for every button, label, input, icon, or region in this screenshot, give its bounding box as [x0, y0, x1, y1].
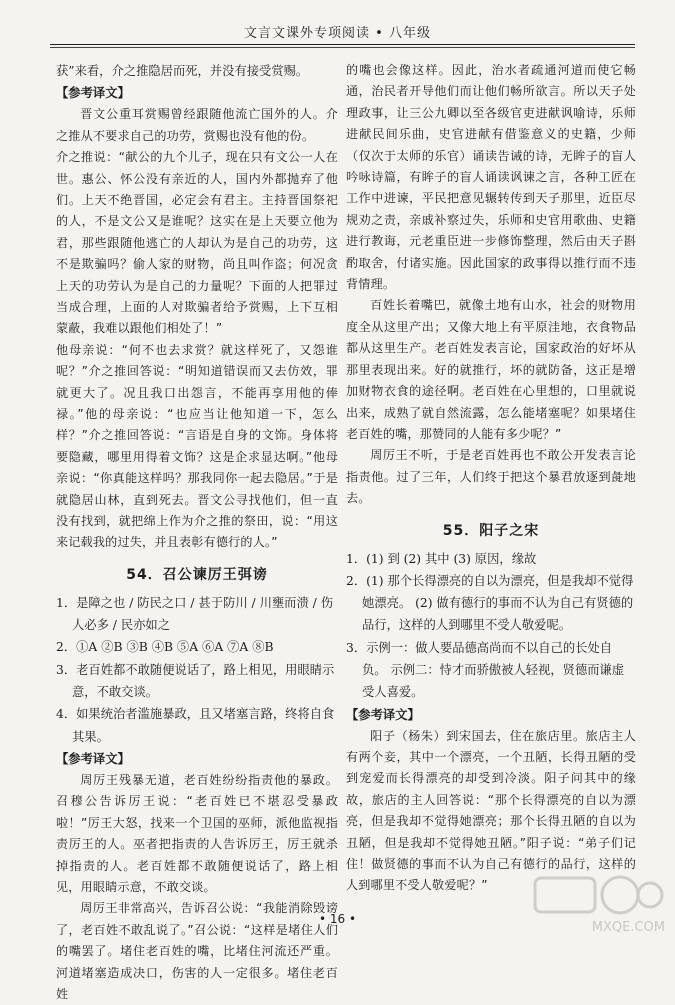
reference-translation-label: 【参考译文】	[346, 707, 420, 722]
translation-paragraph: 周厉王非常高兴，告诉召公说：“我能消除毁谤了，老百姓不敢乱说了。”召公说：“这样是堵住人们的嘴罢了。堵住老百姓的嘴，比堵住河流还严重。河道堵塞造成决口，伤害的人一定很多。堵住老百姓	[56, 901, 338, 1001]
left-column	[56, 60, 338, 1005]
page-number: • 16 •	[318, 912, 357, 926]
section-title-55: 55．阳子之宋	[442, 522, 540, 539]
reference-translation-label: 【参考译文】	[56, 86, 130, 101]
answer-item: 1．(1) 到 (2) 其中 (3) 原因，缘故	[346, 551, 537, 566]
watermark-icon	[515, 870, 665, 920]
intro-line: 获”来看，介之推隐居而死，并没有接受赏赐。	[56, 64, 309, 78]
answer-item: 2．①A ②B ③B ④B ⑤A ⑥A ⑦A ⑧B	[56, 640, 274, 655]
answer-item: 1．是障之也 / 防民之口 / 甚于防川 / 川壅而溃 / 伤人必多 / 民亦如之	[56, 595, 334, 633]
translation-paragraph: 介之推说：“献公的九个儿子，现在只有文公一人在世。惠公、怀公没有亲近的人，国内外都抛弃了他们。上天不绝晋国，必定会有君主。主持晋国祭祀的人，不是文公又是谁呢？这实在是上天要立他为君，那些跟随他逃亡的人却认为是自己的功劳，这不是欺骗吗？偷人家的财物，尚且叫作盗；何况贪上天的功劳认为是自己的力量呢？下面的人把罪过当成合理，上面的人对欺骗者给予赏赐，上下互相蒙蔽，我难以跟他们相处了！”	[56, 150, 338, 336]
page-header	[0, 0, 675, 58]
translation-paragraph: 百姓长着嘴巴，就像土地有山水，社会的财物用度全从这里产出；又像大地上有平原洼地，衣食物品都从这里生产。老百姓发表言论，国家政治的好坏从那里表现出来。好的就推行，坏的就防备，这正是增加财物衣食的途径啊。老百姓在心里想的，口里就说出来，成熟了就自然流露，怎么能堵塞呢？如果堵住老百姓的嘴，那赞同的人能有多少呢？”	[346, 298, 636, 441]
translation-paragraph: 周厉王残暴无道，老百姓纷纷指责他的暴政。召穆公告诉厉王说：“老百姓已不堪忍受暴政啦！”厉王大怒，找来一个卫国的巫师，派他监视指责厉王的人。巫者把指责的人告诉厉王，厉王就杀掉指责的人。老百姓都不敢随便说话了，路上相见，用眼睛示意，不敢交谈。	[56, 772, 338, 894]
translation-paragraph: 他母亲说：“何不也去求赏？就这样死了，又怨谁呢？”介之推回答说：“明知道错误而又去仿效，罪就更大了。况且我口出怨言，不能再享用他的俸禄。”他的母亲说：“也应当让他知道一下，怎么样？”介之推回答说：“言语是自身的文饰。身体将要隐藏，哪里用得着文饰？这是企求显达啊。”他母亲说：“你真能这样吗？那我同你一起去隐居。”于是就隐居山林，直到死去。晋文公寻找他们，但一直没有找到，就把绵上作为介之推的祭田，说：“用这来记载我的过失，并且表彰有德行的人。”	[56, 342, 338, 550]
right-column	[346, 60, 636, 897]
section-title-54: 54．召公谏厉王弭谤	[126, 566, 268, 583]
answer-item: 3．示例一：做人要品德高尚而不以自己的长处自负。 示例二：恃才而骄傲被人轻视，贤德而谦虚受人喜爱。	[346, 640, 625, 700]
watermark-text: MXQE.COM	[591, 920, 665, 935]
answer-item: 4．如果统治者滥施暴政，且又堵塞言路，终将自食其果。	[56, 707, 335, 744]
header-rule-thin	[50, 47, 635, 48]
translation-paragraph: 周厉王不听，于是老百姓再也不敢公开发表言论指责他。过了三年，人们终于把这个暴君放逐到彘地去。	[346, 448, 636, 506]
translation-paragraph: 阳子（杨朱）到宋国去，住在旅店里。旅店主人有两个妾，其中一个漂亮，一个丑陋，长得丑陋的受到宠爱而长得漂亮的却受到冷淡。阳子问其中的缘故，旅店的主人回答说：“那个长得漂亮的自以为漂亮，但是我却不觉得她漂亮；那个长得丑陋的自以为丑陋，但是我却不觉得她丑陋。”阳子说：“弟子们记住！做贤德的事而不认为自己有德行的品行，这样的人到哪里不受人敬爱呢？”	[346, 728, 636, 893]
header-rule	[50, 44, 635, 45]
answer-item: 2．(1) 那个长得漂亮的自以为漂亮，但是我却不觉得她漂亮。 (2) 做有德行的事而不认为自己有贤德的品行，这样的人到哪里不受人敬爱呢。	[346, 573, 634, 633]
watermark-logo	[515, 870, 665, 940]
answer-item: 3．老百姓都不敢随便说话了，路上相见，用眼睛示意，不敢交谈。	[56, 662, 335, 700]
book-title: 文言文课外专项阅读 • 八年级	[244, 26, 431, 41]
reference-translation-label: 【参考译文】	[56, 751, 130, 766]
translation-paragraph: 的嘴也会像这样。因此，治水者疏通河道而使它畅通，治民者开导他们而让他们畅所欲言。所以天子处理政事，让三公九卿以至各级官吏进献讽喻诗，乐师进献民间乐曲，史官进献有借鉴意义的史籍，少师（仅次于太师的乐官）诵读告诫的诗，无眸子的盲人吟咏诗篇，有眸子的盲人诵读讽谏之言，各种工匠在工作中进谏，平民把意见辗转传到天子那里，近臣尽规劝之责，亲戚补察过失，乐师和史官用歌曲、史籍进行教诲，元老重臣进一步修饰整理，然后由天子斟酌取舍，付诸实施。因此国家的政事得以推行而不违背情理。	[346, 63, 636, 292]
translation-paragraph: 晋文公重耳赏赐曾经跟随他流亡国外的人。介之推从不要求自己的功劳，赏赐也没有他的份。	[56, 107, 338, 143]
